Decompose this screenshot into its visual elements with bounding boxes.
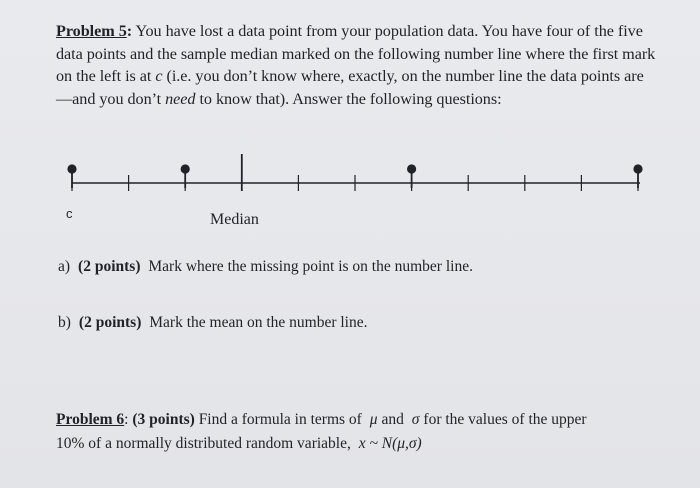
data-point: [633, 164, 642, 188]
number-line-label-c: c: [66, 206, 73, 221]
problem-5-heading: Problem 5: [56, 22, 127, 40]
problem-6-text-1: Find a formula in terms of: [194, 411, 362, 428]
question-b: [58, 314, 367, 332]
problem-5-variable-c: c: [155, 67, 163, 85]
data-point: [407, 164, 416, 188]
problem-6-text-2: for the values of the upper: [423, 411, 587, 428]
number-line[interactable]: [0, 140, 700, 240]
question-b-id: b): [58, 314, 71, 331]
problem-6-and: and: [381, 411, 404, 428]
problem-6-statement: [56, 408, 656, 456]
problem-5-emphasis-need: need: [165, 89, 196, 108]
problem-5-text-part2: (i.e. you don’t know where, exactly, on the number line the data points are—and you don’t: [56, 67, 644, 108]
question-a-text: Mark where the missing point is on the number line.: [148, 258, 473, 275]
problem-6-line-1: [56, 408, 656, 432]
question-a-id: a): [58, 258, 71, 275]
data-point: [181, 164, 190, 188]
problem-5-text-part1: You have lost a data point from your population data. You have four of the five data points and the sample median marked on the following number line where the first mark on the left is at: [56, 22, 656, 85]
problem-5-colon: :: [126, 22, 133, 40]
problem-5-statement: [56, 20, 656, 110]
question-a: [58, 258, 473, 276]
problem-6-text-3: 10% of a normally distributed random variable,: [56, 435, 351, 452]
problem-6-heading: Problem 6: [56, 411, 125, 428]
problem-6-line-2: [56, 432, 656, 456]
distribution-formula: x ~ N(μ,σ): [358, 435, 422, 452]
problem-6-points: (3 points): [132, 411, 195, 428]
median-label: Median: [210, 211, 259, 228]
question-b-points: (2 points): [78, 314, 142, 331]
problem-6-colon: :: [124, 411, 129, 428]
question-b-text: Mark the mean on the number line.: [149, 314, 368, 331]
problem-5-text-part3: to know that). Answer the following questions:: [195, 89, 502, 108]
question-a-points: (2 points): [78, 258, 141, 275]
data-point: [67, 164, 76, 188]
mu-symbol: μ: [369, 411, 378, 428]
sigma-symbol: σ: [411, 411, 420, 428]
